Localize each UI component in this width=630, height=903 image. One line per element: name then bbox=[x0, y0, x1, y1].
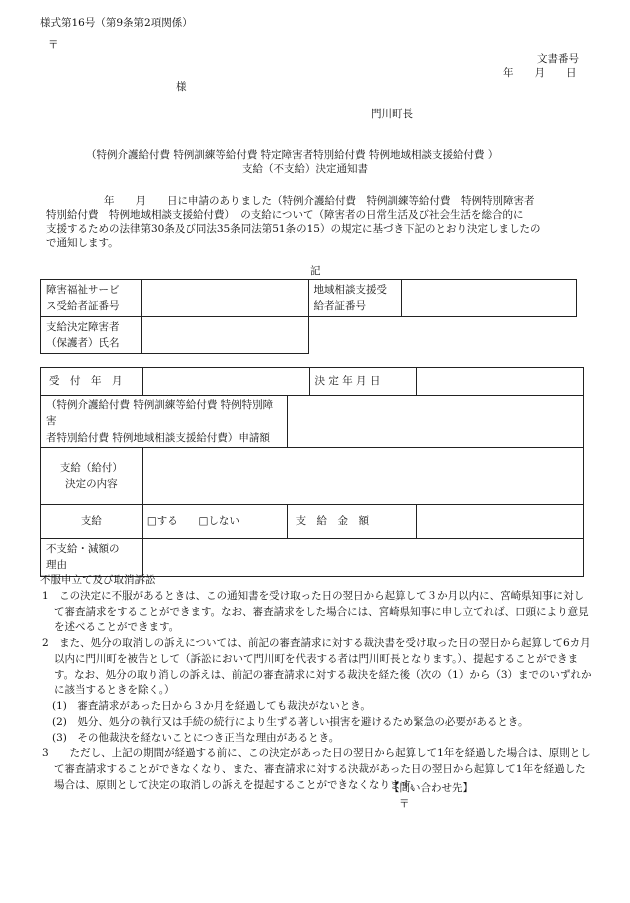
notes-heading: 不服申立て及び取消訴訟 bbox=[40, 574, 156, 586]
service-cert-label-line1: 障害福祉サービ bbox=[46, 283, 120, 296]
application-amount-value[interactable] bbox=[287, 396, 583, 448]
received-date-label: 受 付 年 月 bbox=[41, 368, 143, 396]
regional-cert-label-line2: 給者証番号 bbox=[313, 300, 366, 312]
service-cert-label bbox=[41, 280, 142, 317]
payment-options bbox=[142, 504, 287, 538]
contact-postal-mark: 〒 bbox=[399, 798, 410, 810]
decision-content-value[interactable] bbox=[142, 447, 583, 504]
contact-label: 【問い合わせ先】 bbox=[389, 782, 473, 794]
document-number-label: 文書番号 bbox=[537, 53, 579, 65]
regional-cert-label-line1: 地域相談支援受 bbox=[313, 283, 387, 296]
note-item-2: 2 また、処分の取消しの訴えについては、前記の審査請求に対する裁決書を受け取った日の翌日から起算して6カ月以内に門川町を被告として（訴訟において門川町を代表する者は門川町長となります。）、提起することができます。なお、処分の取り消しの訴えは、前記の審査請求に対する裁決を経た後（次の（1）から（3）までのいずれかに該当するときを除く。） bbox=[42, 637, 592, 697]
service-cert-value[interactable] bbox=[141, 280, 308, 317]
regional-cert-value[interactable] bbox=[402, 280, 577, 317]
option-yes-checkbox[interactable]: □する bbox=[146, 515, 178, 528]
note-item-3: 3 ただし、上記の期間が経過する前に、この決定があった日の翌日から起算して1年を経過した場合は、原則として審査請求することができなくなり、また、審査請求に対する決裁があった日の翌日から起算して1年を経過した場合は、原則として決定の取消しの訴えを提起することができなくなります。 bbox=[42, 747, 591, 791]
decided-person-label-line2: （保護者）氏名 bbox=[46, 337, 120, 349]
recipient-honorific: 様 bbox=[176, 81, 187, 93]
reason-value[interactable] bbox=[142, 538, 583, 576]
recipient-info-table bbox=[40, 279, 577, 354]
issue-date-label: 年 月 日 bbox=[503, 67, 577, 79]
postal-mark: 〒 bbox=[48, 39, 59, 51]
note-sub-3: (3) その他裁決を経ないことにつき正当な理由があるとき。 bbox=[52, 731, 340, 744]
decision-table bbox=[40, 367, 584, 577]
application-amount-label bbox=[41, 396, 288, 448]
blank-cell bbox=[308, 317, 577, 354]
option-no-checkbox[interactable]: □しない bbox=[198, 515, 240, 528]
document-title-line1: （特例介護給付費 特例訓練等給付費 特定障害者特別給付費 特例地域相談支援給付費 ） bbox=[86, 149, 499, 161]
intro-line1: 年 月 日に申請のありました（特例介護給付費 特例訓練等給付費 特例特別障害者 bbox=[104, 195, 535, 207]
note-sub-2: (2) 処分、処分の執行又は手続の続行により生ずる著しい損害を避けるため緊急の必要があるとき。 bbox=[52, 715, 529, 728]
payment-amount-value[interactable] bbox=[417, 504, 584, 538]
payment-label: 支給 bbox=[41, 504, 143, 538]
intro-line2: 特別給付費 特例地域相談支援給付費） の支給について（障害者の日常生活及び社会生活を総合的に bbox=[46, 209, 524, 221]
decision-date-value[interactable] bbox=[417, 368, 584, 396]
decided-person-value[interactable] bbox=[141, 317, 308, 354]
ki-heading: 記 bbox=[310, 265, 321, 277]
intro-line3: 支援するための法律第30条及び同法35条同法第51条の15）の規定に基づき下記のとおり決定しましたの bbox=[46, 223, 541, 235]
payment-amount-label: 支 給 金 額 bbox=[287, 504, 417, 538]
regional-cert-label bbox=[308, 280, 402, 317]
decided-person-label-line1: 支給決定障害者 bbox=[46, 320, 120, 333]
appeal-notes bbox=[40, 573, 592, 794]
issuer-name: 門川町長 bbox=[371, 108, 413, 120]
application-amount-label-line2: 者特別給付費 特例地域相談支援給付費）申請額 bbox=[46, 431, 270, 444]
service-cert-label-line2: ス受給者証番号 bbox=[46, 300, 120, 312]
decided-person-label bbox=[41, 317, 142, 354]
decision-date-label: 決 定 年 月 日 bbox=[309, 368, 417, 396]
decision-content-label-line1: 支給（給付） bbox=[59, 461, 123, 474]
note-sub-1: (1) 審査請求があった日から３か月を経過しても裁決がないとき。 bbox=[52, 700, 371, 712]
decision-content-label-line2: 決定の内容 bbox=[65, 477, 118, 490]
note-item-1: 1 この決定に不服があるときは、この通知書を受け取った日の翌日から起算して３か月以内に、宮崎県知事に対して審査請求をすることができます。なお、審査請求をした場合には、宮崎県知事に申し立てれば、口頭により意見を述べることができます。 bbox=[42, 589, 589, 634]
reason-label-line2: 理由 bbox=[46, 559, 67, 572]
reason-label bbox=[41, 538, 143, 576]
application-amount-label-line1: （特例介護給付費 特例訓練等給付費 特例特別障害 bbox=[46, 399, 274, 428]
decision-content-label bbox=[41, 447, 143, 504]
document-title-line2: 支給（不支給）決定通知書 bbox=[242, 163, 368, 175]
reason-label-line1: 不支給・減額の bbox=[46, 543, 120, 556]
received-date-value[interactable] bbox=[142, 368, 309, 396]
form-number: 様式第16号（第9条第2項関係） bbox=[40, 17, 193, 29]
intro-line4: で通知します。 bbox=[46, 237, 119, 249]
